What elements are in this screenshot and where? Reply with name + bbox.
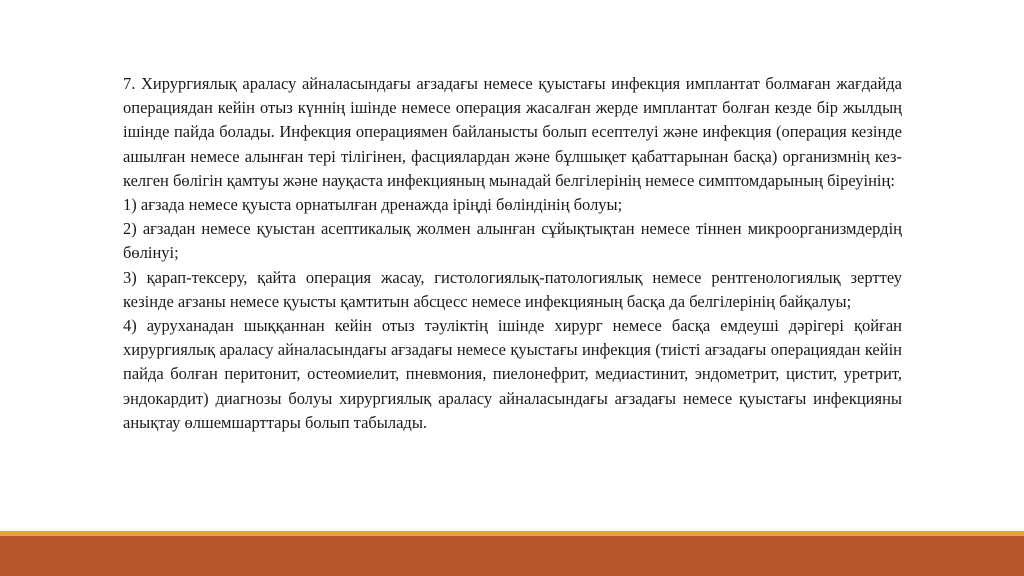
list-item-2: 2) ағзадан немесе қуыстан асептикалық жолмен алынған сұйықтықтан немесе тіннен микроорганизмдердің бөлінуі; bbox=[123, 219, 902, 263]
footer-bar bbox=[0, 536, 1024, 576]
paragraph-item-7: 7. Хирургиялық араласу айналасындағы ағзадағы немесе қуыстағы инфекция имплантат болмаған жағдайда операциядан кейін отыз күннің ішінде немесе операция жасалған жерде имплантат болған кезде бір жылдың ішінде пайда болады. Инфекция операциямен байланысты болып есептелуі және инфекция (операция кезінде ашылған немесе алынған тері тілігінен, фасциялардан және бұлшықет қабаттарынан басқа) организмнің кез-келген бөлігін қамтуы және науқаста инфекцияның мынадай белгілерінің немесе симптомдарының біреуінің: bbox=[123, 74, 902, 190]
slide-body-text bbox=[123, 72, 902, 435]
list-item-1: 1) ағзада немесе қуыста орнатылған дренажда іріңді бөліндінің болуы; bbox=[123, 195, 623, 215]
list-item-4: 4) ауруханадан шыққаннан кейін отыз тәуліктің ішінде хирург немесе басқа емдеуші дәрігері қойған хирургиялық араласу айналасындағы ағзадағы немесе қуыстағы инфекция (тиісті ағзадағы операциядан кейін пайда болған перитонит, остеомиелит, пневмония, пиелонефрит, медиастинит, эндометрит, цистит, уретрит, эндокардит) диагнозы болуы хирургиялық араласу айналасындағы ағзадағы немесе қуыстағы инфекцияны анықтау өлшемшарттары болып табылады. bbox=[123, 316, 902, 432]
list-item-3: 3) қарап-тексеру, қайта операция жасау, гистологиялық-патологиялық немесе рентгенологиялық зерттеу кезінде ағзаны немесе қуысты қамтитын абсцесс немесе инфекцияның басқа да белгілерінің байқалуы; bbox=[123, 267, 902, 311]
